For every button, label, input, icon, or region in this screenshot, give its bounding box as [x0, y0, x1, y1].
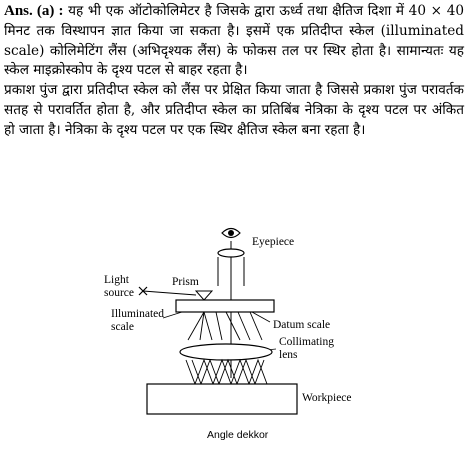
answer-paragraph-1-text: यह भी एक ऑटोकोलिमेटर है जिसके द्वारा ऊर्ध्व तथा क्षैतिज दिशा में 40 × 40 मिनट तक विस्थापन ज्ञात किया जा सकता है। इसमें एक प्रतिदीप्त स्केल (illuminated scale) कोलिमेटिंग लैंस (अभिदृश्यक लैंस) के फोकस तल पर स्थिर होता है। सामान्यतः यह स्केल माइक्रोस्कोप के दृश्य पटल से बाहर रहता है। [4, 3, 464, 79]
prism-label: Prism [172, 276, 199, 288]
answer-paragraph-1 [4, 2, 464, 81]
eyepiece-label: Eyepiece [252, 236, 295, 248]
answer-label: Ans. (a) : [4, 3, 64, 19]
illuminated-scale-label-1: Illuminated [111, 308, 165, 320]
answer-text [4, 2, 464, 141]
reflected-rays [186, 360, 267, 384]
diagram-caption: Angle dekkor [207, 429, 269, 441]
light-source-label-2: source [104, 287, 135, 299]
collimating-lens-label-1: Collimating [279, 336, 334, 348]
prism-shape [196, 291, 212, 300]
datum-scale-label: Datum scale [273, 319, 331, 331]
light-source-label-1: Light [104, 274, 129, 286]
workpiece-block [147, 384, 297, 414]
scale-plate [176, 300, 274, 312]
collimating-lens [180, 344, 272, 360]
eye-icon [222, 229, 240, 238]
angle-dekkor-diagram [0, 212, 468, 449]
collimating-lens-label-2: lens [279, 349, 298, 361]
eyepiece-lens [218, 249, 244, 257]
answer-paragraph-2: प्रकाश पुंज द्वारा प्रतिदीप्त स्केल को लैंस पर प्रेक्षित किया जाता है जिससे प्रकाश पुंज परावर्तक सतह से परावर्तित होता है, और प्रतिदीप्त स्केल का प्रतिबिंब नेत्रिका के दृश्य पटल पर अंकित हो जाता है। नेत्रिका के दृश्य पटल पर एक स्थिर क्षैतिज स्केल बना रहता है। [4, 82, 464, 138]
illuminated-scale-label-2: scale [111, 321, 134, 333]
workpiece-label: Workpiece [302, 392, 352, 404]
